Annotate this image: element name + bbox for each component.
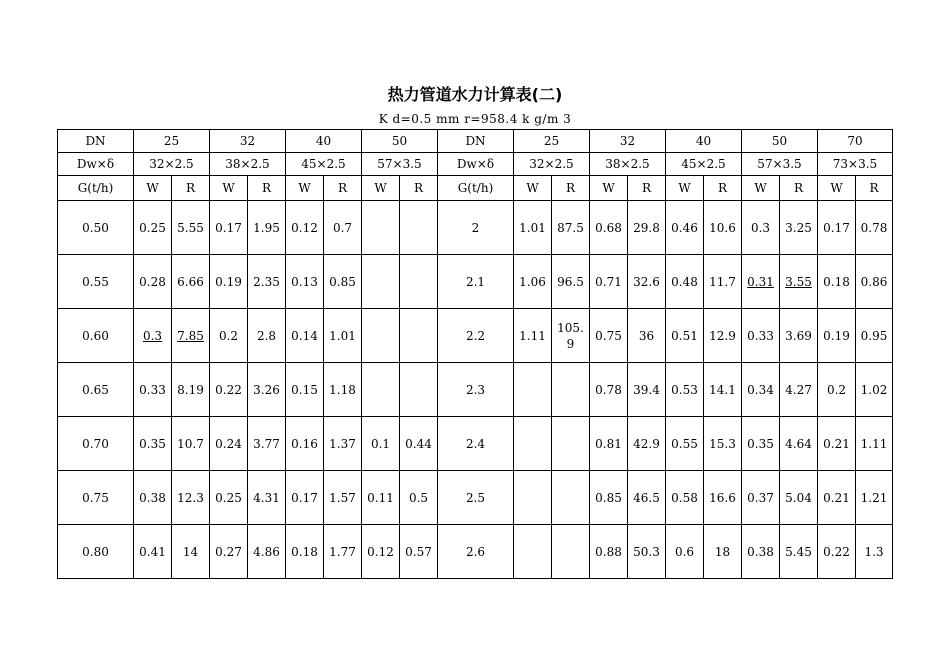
- r-cell: 7.85: [172, 309, 210, 363]
- dn-value: 32: [210, 130, 286, 153]
- r-cell: 1.3: [856, 525, 893, 579]
- r-cell: 2.35: [248, 255, 286, 309]
- r-cell: 3.77: [248, 417, 286, 471]
- w-cell: 0.13: [286, 255, 324, 309]
- r-header: R: [780, 176, 818, 201]
- g-cell: 0.55: [58, 255, 134, 309]
- r-header: R: [400, 176, 438, 201]
- w-cell: 0.2: [818, 363, 856, 417]
- r-cell: 5.04: [780, 471, 818, 525]
- w-cell: 0.3: [742, 201, 780, 255]
- w-cell: 0.14: [286, 309, 324, 363]
- w-cell: 0.37: [742, 471, 780, 525]
- w-cell: 0.38: [742, 525, 780, 579]
- w-cell: 0.15: [286, 363, 324, 417]
- r-cell: 0.7: [324, 201, 362, 255]
- r-cell: 50.3: [628, 525, 666, 579]
- w-cell: 0.19: [210, 255, 248, 309]
- r-cell: 105.9: [552, 309, 590, 363]
- header-row-dn: [58, 130, 893, 153]
- dw-value: 73×3.5: [818, 153, 893, 176]
- header-row-dw: [58, 153, 893, 176]
- table-row: [58, 417, 893, 471]
- r-header: R: [324, 176, 362, 201]
- dn-value: 40: [666, 130, 742, 153]
- dw-value: 57×3.5: [362, 153, 438, 176]
- w-header: W: [514, 176, 552, 201]
- r-header: R: [248, 176, 286, 201]
- w-header: W: [590, 176, 628, 201]
- w-cell: 0.17: [210, 201, 248, 255]
- r-cell: 3.69: [780, 309, 818, 363]
- g-cell: 0.65: [58, 363, 134, 417]
- r-cell: 14.1: [704, 363, 742, 417]
- r-cell: 3.55: [780, 255, 818, 309]
- r-cell: 8.19: [172, 363, 210, 417]
- r-cell: 1.37: [324, 417, 362, 471]
- header-row-wr: [58, 176, 893, 201]
- w-cell: 0.3: [134, 309, 172, 363]
- dw-value: 45×2.5: [666, 153, 742, 176]
- dw-label: Dw×δ: [58, 153, 134, 176]
- r-cell: 42.9: [628, 417, 666, 471]
- g-cell-right: 2.2: [438, 309, 514, 363]
- g-cell: 0.50: [58, 201, 134, 255]
- w-cell: 0.35: [134, 417, 172, 471]
- r-cell: 1.02: [856, 363, 893, 417]
- r-cell: [400, 309, 438, 363]
- r-cell: 0.44: [400, 417, 438, 471]
- r-cell: [552, 525, 590, 579]
- g-cell: 0.75: [58, 471, 134, 525]
- r-cell: [552, 471, 590, 525]
- r-cell: [400, 201, 438, 255]
- dn-value: 50: [362, 130, 438, 153]
- r-cell: 0.57: [400, 525, 438, 579]
- w-cell: [362, 255, 400, 309]
- r-header: R: [856, 176, 893, 201]
- w-cell: 0.22: [818, 525, 856, 579]
- w-cell: [362, 363, 400, 417]
- r-cell: 10.7: [172, 417, 210, 471]
- dn-label-right: DN: [438, 130, 514, 153]
- w-cell: 0.18: [818, 255, 856, 309]
- r-cell: 29.8: [628, 201, 666, 255]
- w-cell: 0.11: [362, 471, 400, 525]
- w-header: W: [210, 176, 248, 201]
- w-cell: 0.12: [362, 525, 400, 579]
- w-cell: 0.75: [590, 309, 628, 363]
- w-cell: 0.41: [134, 525, 172, 579]
- page-subtitle: K d=0.5 mm r=958.4 k g/m 3: [378, 112, 572, 126]
- w-cell: 0.88: [590, 525, 628, 579]
- r-cell: 3.26: [248, 363, 286, 417]
- r-cell: 87.5: [552, 201, 590, 255]
- r-cell: 1.57: [324, 471, 362, 525]
- w-cell: 1.06: [514, 255, 552, 309]
- w-cell: 0.71: [590, 255, 628, 309]
- r-cell: 96.5: [552, 255, 590, 309]
- dn-value: 32: [590, 130, 666, 153]
- dn-value: 25: [134, 130, 210, 153]
- r-cell: 5.55: [172, 201, 210, 255]
- w-cell: 0.2: [210, 309, 248, 363]
- w-cell: [362, 201, 400, 255]
- dw-value: 32×2.5: [514, 153, 590, 176]
- dn-value: 50: [742, 130, 818, 153]
- g-cell-right: 2.1: [438, 255, 514, 309]
- r-cell: 0.78: [856, 201, 893, 255]
- dn-value: 25: [514, 130, 590, 153]
- r-cell: [552, 417, 590, 471]
- w-header: W: [286, 176, 324, 201]
- w-cell: [514, 417, 552, 471]
- w-cell: 0.51: [666, 309, 704, 363]
- r-cell: 1.01: [324, 309, 362, 363]
- w-cell: 0.21: [818, 417, 856, 471]
- w-cell: 0.33: [134, 363, 172, 417]
- dn-value: 40: [286, 130, 362, 153]
- r-cell: 4.27: [780, 363, 818, 417]
- dn-label: DN: [58, 130, 134, 153]
- w-cell: 0.27: [210, 525, 248, 579]
- w-cell: 0.12: [286, 201, 324, 255]
- g-cell-right: 2.6: [438, 525, 514, 579]
- w-header: W: [134, 176, 172, 201]
- dw-label-right: Dw×δ: [438, 153, 514, 176]
- dw-value: 45×2.5: [286, 153, 362, 176]
- w-cell: 0.53: [666, 363, 704, 417]
- w-header: W: [818, 176, 856, 201]
- r-cell: 4.64: [780, 417, 818, 471]
- r-cell: 16.6: [704, 471, 742, 525]
- dw-value: 32×2.5: [134, 153, 210, 176]
- w-cell: 1.01: [514, 201, 552, 255]
- r-cell: 2.8: [248, 309, 286, 363]
- r-cell: 1.21: [856, 471, 893, 525]
- w-cell: 0.55: [666, 417, 704, 471]
- page-title: 热力管道水力计算表(二): [387, 85, 563, 104]
- r-cell: 0.85: [324, 255, 362, 309]
- w-cell: [514, 525, 552, 579]
- r-cell: 1.77: [324, 525, 362, 579]
- w-cell: 0.46: [666, 201, 704, 255]
- table-row: [58, 471, 893, 525]
- w-cell: 0.34: [742, 363, 780, 417]
- r-cell: 36: [628, 309, 666, 363]
- r-header: R: [552, 176, 590, 201]
- r-cell: 4.86: [248, 525, 286, 579]
- r-cell: 12.3: [172, 471, 210, 525]
- w-cell: 0.24: [210, 417, 248, 471]
- w-cell: 1.11: [514, 309, 552, 363]
- r-header: R: [172, 176, 210, 201]
- w-cell: 0.78: [590, 363, 628, 417]
- r-cell: [400, 363, 438, 417]
- g-label: G(t/h): [58, 176, 134, 201]
- w-cell: 0.85: [590, 471, 628, 525]
- r-cell: 39.4: [628, 363, 666, 417]
- g-label-right: G(t/h): [438, 176, 514, 201]
- r-cell: 1.18: [324, 363, 362, 417]
- w-cell: 0.1: [362, 417, 400, 471]
- g-cell-right: 2: [438, 201, 514, 255]
- r-cell: 10.6: [704, 201, 742, 255]
- w-cell: 0.58: [666, 471, 704, 525]
- r-cell: 14: [172, 525, 210, 579]
- g-cell: 0.60: [58, 309, 134, 363]
- r-cell: 0.5: [400, 471, 438, 525]
- g-cell: 0.70: [58, 417, 134, 471]
- r-cell: 1.11: [856, 417, 893, 471]
- w-cell: 0.18: [286, 525, 324, 579]
- w-header: W: [362, 176, 400, 201]
- w-cell: [514, 471, 552, 525]
- w-header: W: [742, 176, 780, 201]
- w-cell: 0.16: [286, 417, 324, 471]
- r-cell: 1.95: [248, 201, 286, 255]
- w-cell: 0.17: [286, 471, 324, 525]
- r-cell: 32.6: [628, 255, 666, 309]
- dw-value: 57×3.5: [742, 153, 818, 176]
- r-cell: 46.5: [628, 471, 666, 525]
- r-cell: 4.31: [248, 471, 286, 525]
- table-row: [58, 363, 893, 417]
- g-cell-right: 2.5: [438, 471, 514, 525]
- g-cell: 0.80: [58, 525, 134, 579]
- r-cell: 0.86: [856, 255, 893, 309]
- w-cell: 0.22: [210, 363, 248, 417]
- r-cell: 18: [704, 525, 742, 579]
- r-cell: [552, 363, 590, 417]
- w-cell: [362, 309, 400, 363]
- w-cell: 0.38: [134, 471, 172, 525]
- w-cell: [514, 363, 552, 417]
- w-cell: 0.21: [818, 471, 856, 525]
- w-cell: 0.19: [818, 309, 856, 363]
- table-row: [58, 201, 893, 255]
- w-cell: 0.28: [134, 255, 172, 309]
- r-header: R: [704, 176, 742, 201]
- w-cell: 0.25: [134, 201, 172, 255]
- w-cell: 0.17: [818, 201, 856, 255]
- table-row: [58, 525, 893, 579]
- r-cell: 3.25: [780, 201, 818, 255]
- g-cell-right: 2.4: [438, 417, 514, 471]
- r-header: R: [628, 176, 666, 201]
- r-cell: 5.45: [780, 525, 818, 579]
- r-cell: 0.95: [856, 309, 893, 363]
- hydraulic-table: [57, 129, 893, 579]
- dw-value: 38×2.5: [590, 153, 666, 176]
- g-cell-right: 2.3: [438, 363, 514, 417]
- r-cell: 15.3: [704, 417, 742, 471]
- r-cell: 11.7: [704, 255, 742, 309]
- w-cell: 0.35: [742, 417, 780, 471]
- w-cell: 0.31: [742, 255, 780, 309]
- r-cell: 12.9: [704, 309, 742, 363]
- w-cell: 0.68: [590, 201, 628, 255]
- w-cell: 0.81: [590, 417, 628, 471]
- w-cell: 0.6: [666, 525, 704, 579]
- w-cell: 0.25: [210, 471, 248, 525]
- table-row: [58, 309, 893, 363]
- table-row: [58, 255, 893, 309]
- dn-value: 70: [818, 130, 893, 153]
- w-header: W: [666, 176, 704, 201]
- w-cell: 0.48: [666, 255, 704, 309]
- dw-value: 38×2.5: [210, 153, 286, 176]
- w-cell: 0.33: [742, 309, 780, 363]
- r-cell: [400, 255, 438, 309]
- r-cell: 6.66: [172, 255, 210, 309]
